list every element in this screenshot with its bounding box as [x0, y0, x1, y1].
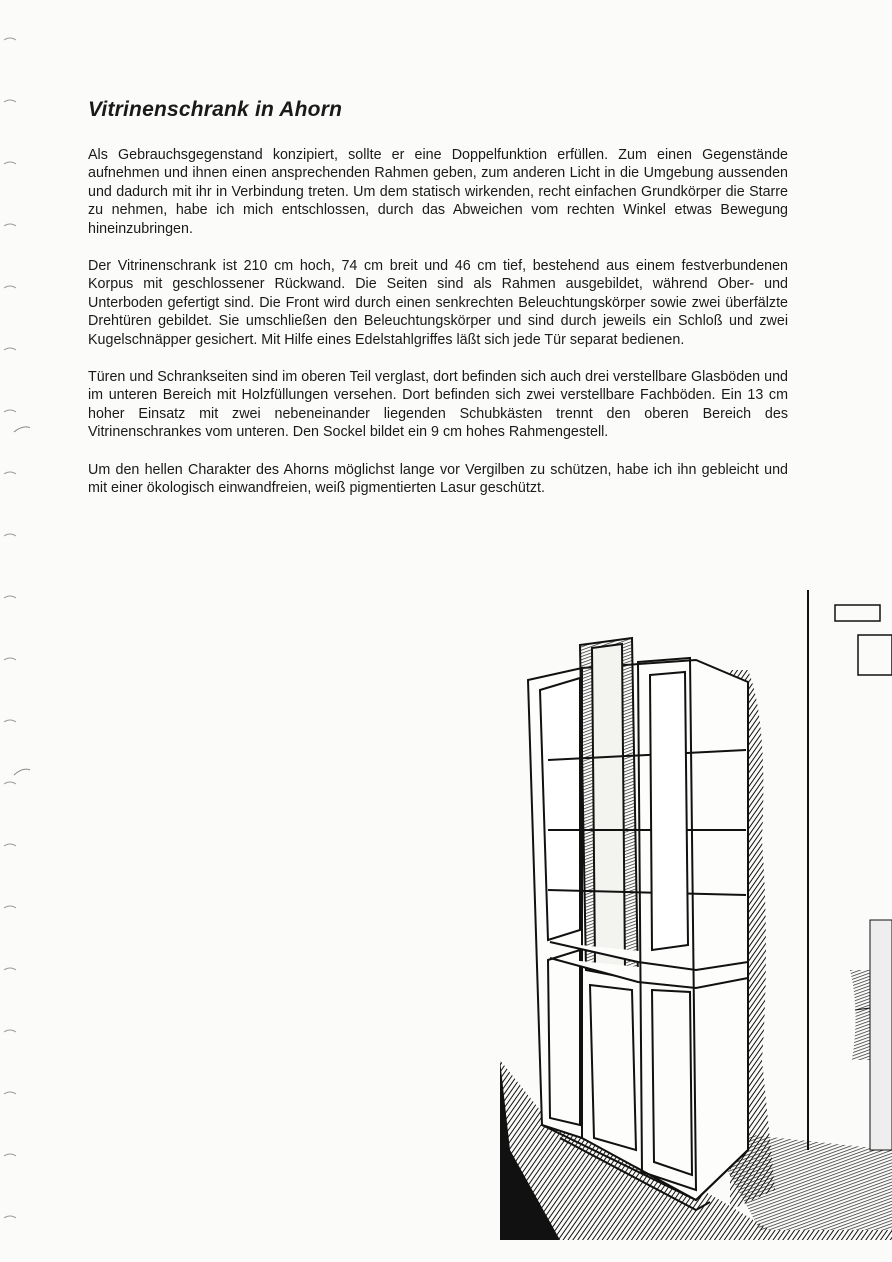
binder-mark — [4, 1030, 16, 1032]
binder-mark — [4, 410, 16, 412]
binder-mark — [4, 720, 16, 722]
binder-mark — [4, 658, 16, 660]
paragraph-glazing: Türen und Schrankseiten sind im oberen Teil verglast, dort befinden sich auch drei verstellbare Glasböden und im unteren Bereich mit Holzfüllungen versehen. Dort befinden sich zwei verstellbare Fachböden. Ein 13 cm hoher Einsatz mit zwei nebeneinander liegenden Schubkästen trennt den oberen Bereich des Vitrinenschrankes vom unteren. Den Sockel bildet ein 9 cm hohes Rahmengestell. — [88, 369, 788, 441]
document-title: Vitrinenschrank in Ahorn — [88, 98, 343, 121]
binder-mark — [4, 596, 16, 598]
punch-hole-arc — [14, 427, 30, 436]
binder-mark — [4, 782, 16, 784]
paragraph-dimensions: Der Vitrinenschrank ist 210 cm hoch, 74 cm breit und 46 cm tief, bestehend aus einem festverbundenen Korpus mit geschlossener Rückwand. Die Seiten sind als Rahmen ausgebildet, während Ober- und Unterboden gefertigt sind. Die Front wird durch einen senkrechten Beleuchtungskörper sowie zwei überfälzte Drehtüren gebildet. Sie umschließen den Beleuchtungskörper und sind durch jeweils ein Schloß und zwei Kugelschnäpper gesichert. Mit Hilfe eines Edelstahlgriffes läßt sich jede Tür separat bedienen. — [88, 258, 788, 348]
display-cabinet-photo — [500, 590, 892, 1240]
binder-mark — [4, 1216, 16, 1218]
body-text — [88, 146, 788, 517]
binder-mark — [4, 162, 16, 164]
paragraph-intro: Als Gebrauchsgegenstand konzipiert, sollte er eine Doppelfunktion erfüllen. Zum einen Gegenstände aufnehmen und ihnen einen ansprechenden Rahmen geben, zum anderen Licht in die Umgebung aussenden und dadurch mit ihr in Verbindung treten. Um dem statisch wirkenden, recht einfachen Grundkörper die Starre zu nehmen, habe ich mich entschlossen, durch das Abweichen vom rechten Winkel etwas Bewegung hineinzubringen. — [88, 147, 788, 237]
cabinet — [528, 638, 748, 1210]
binder-mark — [4, 1154, 16, 1156]
binder-mark — [4, 100, 16, 102]
paragraph-finish: Um den hellen Charakter des Ahorns möglichst lange vor Vergilben zu schützen, habe ich ihn gebleicht und mit einer ökologisch einwandfreien, weiß pigmentierten Lasur geschützt. — [88, 461, 788, 497]
binder-mark — [4, 968, 16, 970]
binder-marks — [0, 0, 30, 1262]
punch-hole-arc — [14, 769, 30, 778]
binder-mark — [4, 38, 16, 40]
binder-mark — [4, 844, 16, 846]
binder-mark — [4, 286, 16, 288]
binder-mark — [4, 348, 16, 350]
binder-mark — [4, 472, 16, 474]
binder-mark — [4, 534, 16, 536]
binder-mark — [4, 224, 16, 226]
binder-mark — [4, 1092, 16, 1094]
binder-mark — [4, 906, 16, 908]
